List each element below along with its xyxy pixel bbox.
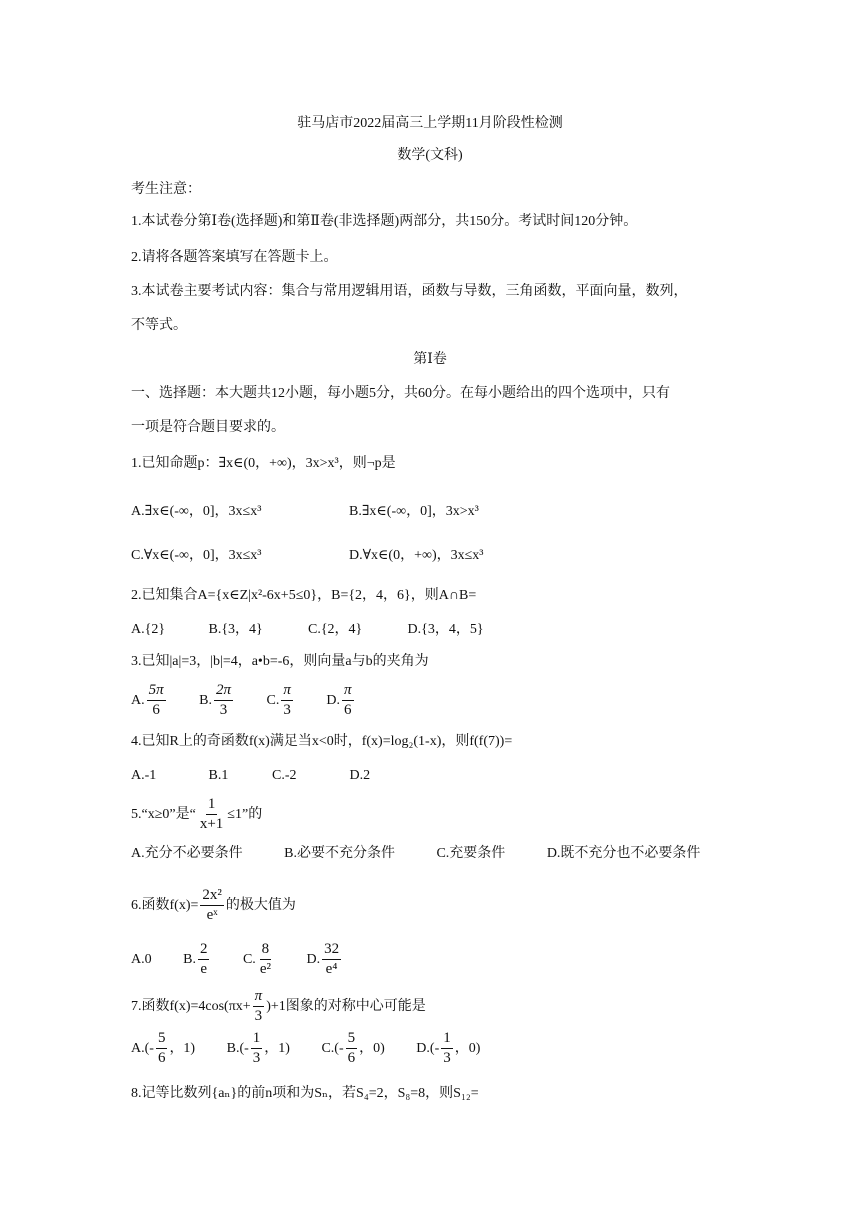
section-instruction: 一、选择题：本大题共12小题，每小题5分，共60分。在每小题给出的四个选项中，只有 [131,386,670,401]
notice-item-1: 1.本试卷分第Ⅰ卷(选择题)和第Ⅱ卷(非选择题)两部分，共150分。考试时间120分钟。 [131,214,638,229]
notice-heading: 考生注意： [131,182,201,197]
q3-option-c: C. $\frac{\pi}{3}$ [266,682,291,719]
q5-stem: 5.“x≥0”是“ $\frac{1}{x+1}$ ≤1”的 [131,796,263,833]
q1-option-b: B.∃x∈(-∞，0]，3x>x³ [349,504,479,519]
q4-option-d: D.2 [349,768,371,783]
q3-option-b: B. $\frac{2\pi}{3}$ [199,682,231,719]
q1-options-row1 [131,502,507,522]
q7-stem: 7.函数f(x)=4cos(πx+ $\frac{\pi}{3}$ )+1图象的对称中心可能是 [131,988,426,1025]
q2-options [131,620,512,640]
q2-option-a: A.{2} [131,622,166,637]
q6-option-c: C. $\frac{8}{\text{e²}}$ [242,941,271,978]
q4-options [131,766,398,786]
q3-stem: 3.已知|a|=3，|b|=4，a•b=-6，则向量a与b的夹角为 [131,654,429,669]
q6-option-a: A.0 [131,952,152,967]
q6-option-b: B. $\frac{2}{e}$ [183,941,208,978]
q7-option-c: C.(- $\frac{5}{6}$ ，0) [321,1030,385,1067]
q1-stem: 1.已知命题p：∃x∈(0，+∞)，3x>x³，则¬p是 [131,456,396,471]
exam-title: 驻马店市2022届高三上学期11月阶段性检测 [297,116,563,131]
q1-options-row2 [131,546,512,566]
q2-option-b: B.{3，4} [208,622,263,637]
q4-option-a: A.-1 [131,768,157,783]
q4-option-b: B.1 [208,768,229,783]
section-instruction-cont: 一项是符合题目要求的。 [131,420,285,435]
notice-item-3: 3.本试卷主要考试内容：集合与常用逻辑用语，函数与导数，三角函数，平面向量，数列， [131,284,688,299]
q6-options [131,940,371,980]
q1-option-d: D.∀x∈(0，+∞)，3x≤x³ [349,548,484,563]
part1-title: 第Ⅰ卷 [413,352,447,367]
q4-stem: 4.已知R上的奇函数f(x)满足当x<0时，f(x)=log₂(1-x)，则f(f(7))= [131,734,513,749]
q8-stem: 8.记等比数列{aₙ}的前n项和为Sₙ，若S₄=2，S₈=8，则S₁₂= [131,1086,479,1101]
q4-option-c: C.-2 [272,768,297,783]
q5-options [131,844,700,864]
q6-stem: 6.函数f(x)= $\frac{\text{2x²}}{\text{eˣ}}$ 的极大值为 [131,887,296,924]
q3-options [131,682,384,720]
q2-stem: 2.已知集合A={x∈Z|x²-6x+5≤0}，B={2，4，6}，则A∩B= [131,588,477,603]
q1-option-c: C.∀x∈(-∞，0]，3x≤x³ [131,548,262,563]
q5-option-c: C.充要条件 [436,846,506,861]
notice-item-3-cont: 不等式。 [131,318,187,333]
q2-option-c: C.{2，4} [308,622,363,637]
q1-option-a: A.∃x∈(-∞，0]，3x≤x³ [131,504,262,519]
q7-option-b: B.(- $\frac{1}{3}$ ，1) [226,1030,290,1067]
notice-item-2: 2.请将各题答案填写在答题卡上。 [131,250,338,265]
q7-option-a: A.(- $\frac{5}{6}$ ，1) [131,1030,196,1067]
subject-title: 数学(文科) [397,148,463,163]
q6-option-d: D. $\frac{32}{\text{e⁴}}$ [306,941,340,978]
q2-option-d: D.{3，4，5} [407,622,484,637]
q7-options [131,1030,508,1068]
q5-option-d: D.既不充分也不必要条件 [546,846,701,861]
q3-option-d: D. $\frac{\pi}{6}$ [326,682,352,719]
q5-option-b: B.必要不充分条件 [284,846,395,861]
q3-option-a: A. $\frac{5\pi}{6}$ [131,682,164,719]
q5-option-a: A.充分不必要条件 [131,846,243,861]
q7-option-d: D.(- $\frac{1}{3}$ ，0) [416,1030,481,1067]
